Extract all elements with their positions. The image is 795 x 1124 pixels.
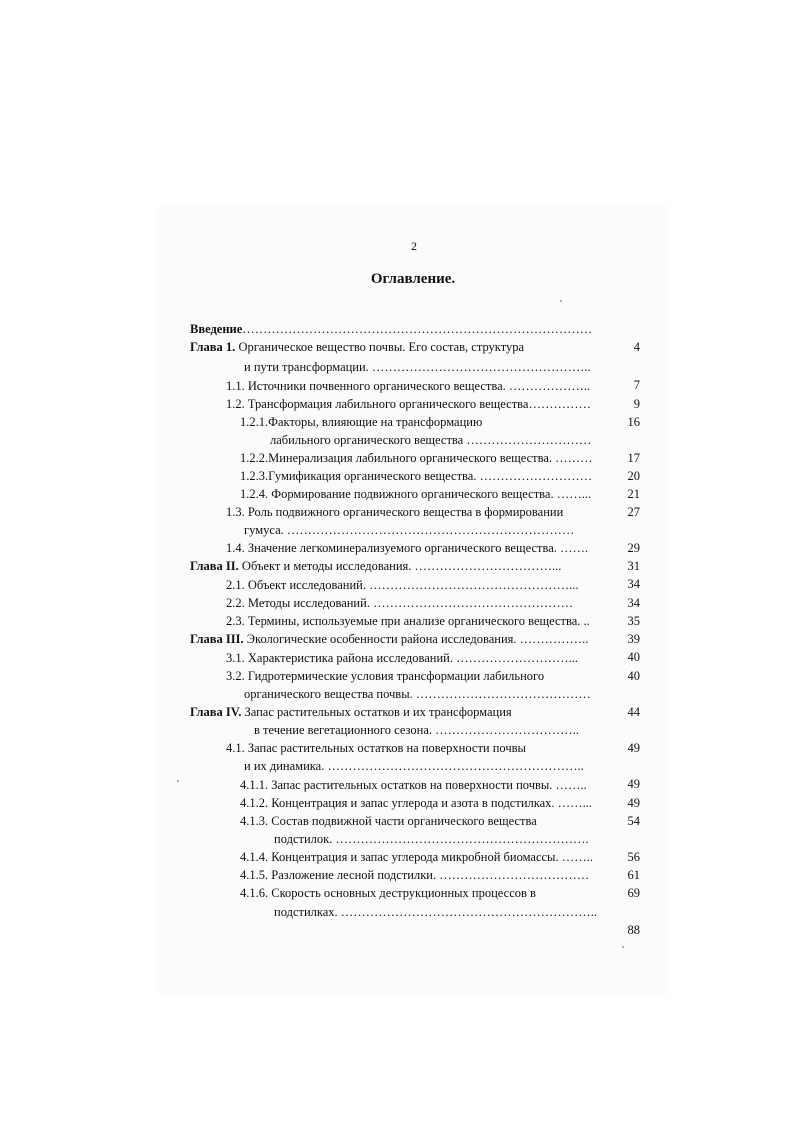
toc-entry-title — [270, 431, 611, 449]
page-number: 2 — [411, 239, 417, 253]
toc-entry — [190, 703, 640, 721]
toc-entry-text: 1.3. Роль подвижного органического вещества в формировании — [226, 505, 564, 519]
toc-entry-title — [240, 794, 611, 812]
toc-entry-title — [226, 503, 611, 521]
toc-entry-title — [240, 467, 611, 485]
toc-entry-text: лабильного органического вещества ………………………… — [270, 433, 592, 447]
toc-entry-title — [274, 830, 611, 848]
toc-entry-label: Глава II. — [190, 559, 239, 573]
toc-entry-text: подстилок. ……………………………………………………. — [274, 832, 589, 846]
toc-entry-title — [226, 576, 611, 594]
toc-entry-text: 4.1.6. Скорость основных деструкционных процессов в — [240, 886, 536, 900]
toc-entry-title — [190, 703, 610, 721]
toc-entry-title — [226, 649, 611, 667]
toc-entry-title — [190, 557, 610, 575]
toc-entry-page: 40 — [627, 669, 640, 683]
toc-entry-page: 49 — [627, 796, 640, 810]
toc-entry-text: 4.1.4. Концентрация и запас углерода микробной биомассы. …….. — [240, 850, 593, 864]
toc-entry-title — [240, 449, 611, 467]
toc-entry-text: ………………………………………………………………………… — [242, 322, 593, 336]
toc-entry — [240, 413, 640, 431]
toc-entry-text: гумуса. …………………………………………………………… — [244, 523, 575, 537]
toc-entry-text: 3.1. Характеристика района исследований. ………………………... — [226, 651, 578, 665]
toc-entry-title — [240, 812, 611, 830]
toc-entry-title — [244, 757, 611, 775]
toc-entry — [226, 739, 640, 757]
toc-entry-page: 40 — [627, 650, 640, 664]
toc-entry-page: 4 — [633, 340, 640, 354]
toc-entry-label: Глава 1. — [190, 340, 236, 354]
toc-entry-page: 49 — [627, 741, 640, 755]
toc-entry-label: Глава IV. — [190, 705, 242, 719]
toc-entry-page: 9 — [633, 397, 640, 411]
toc-entry-text: 1.4. Значение легкоминерализуемого органического вещества. ……. — [226, 541, 589, 555]
toc-entry-page: 7 — [633, 378, 640, 392]
toc-entry-text: подстилках. …………………………………………………….. — [274, 905, 598, 919]
toc-entry-title — [226, 667, 611, 685]
toc-entry-title — [190, 630, 610, 648]
toc-entry-page: 35 — [627, 614, 640, 628]
toc-entry-page: 29 — [627, 541, 640, 555]
toc-entry — [240, 884, 640, 902]
toc-entry — [274, 903, 640, 937]
toc-entry — [226, 667, 640, 685]
toc-entry-text: 4.1.5. Разложение лесной подстилки. ……………………………… — [240, 868, 590, 882]
toc-entry-text: Органическое вещество почвы. Его состав, структура — [235, 340, 525, 354]
toc-entry-page: 21 — [627, 487, 640, 501]
toc-entry-page: 39 — [627, 632, 640, 646]
toc-entry-title — [274, 903, 611, 921]
toc-entry-page: 56 — [627, 850, 640, 864]
toc-entry-text: в течение вегетационного сезона. …………………………….. — [254, 723, 579, 737]
toc-entry-text: и пути трансформации. …………………………………………….. — [244, 360, 591, 374]
toc-entry-title — [244, 685, 611, 703]
toc-entry-text: 1.2.2.Минерализация лабильного органического вещества. ……… — [240, 451, 593, 465]
toc-entry-title — [226, 739, 611, 757]
toc-entry-text: 2.2. Методы исследований. ………………………………………… — [226, 596, 574, 610]
toc-entry-title — [240, 884, 611, 902]
toc-entry-text: 2.1. Объект исследований. …………………………………………... — [226, 578, 579, 592]
scan-speck — [560, 300, 562, 302]
toc-entry-title — [240, 776, 611, 794]
toc-entry-text: 3.2. Гидротермические условия трансформации лабильного — [226, 669, 545, 683]
toc-entry-title — [244, 358, 611, 376]
toc-entry-page: 61 — [627, 868, 640, 882]
toc-entry-page: 17 — [627, 451, 640, 465]
toc-entry-title — [240, 848, 611, 866]
toc-entry-text: 1.2. Трансформация лабильного органического вещества…………… — [226, 397, 591, 411]
toc-entry-title — [190, 338, 610, 356]
toc-entry — [190, 338, 640, 356]
toc-entry-label: Глава III. — [190, 632, 244, 646]
toc-entry-title — [240, 413, 611, 431]
toc-entry-page: 69 — [627, 886, 640, 900]
toc-entry-text: 2.3. Термины, используемые при анализе органического вещества. .. — [226, 614, 590, 628]
toc-entry-page: 34 — [627, 577, 640, 591]
toc-entry-text: 4.1. Запас растительных остатков на поверхности почвы — [226, 741, 526, 755]
toc-entry-title — [190, 320, 610, 338]
toc-entry-page: 31 — [627, 559, 640, 573]
toc-entry-text: 4.1.3. Состав подвижной части органического вещества — [240, 814, 537, 828]
scan-speck — [622, 946, 624, 948]
toc-entry-title — [254, 721, 611, 739]
toc-entry-page: 16 — [627, 415, 640, 429]
toc-entry-title — [226, 377, 611, 395]
toc-entry-title — [226, 612, 611, 630]
toc-entry — [226, 503, 640, 521]
toc-entry-text: Запас растительных остатков и их трансформация — [241, 705, 512, 719]
toc-entry-text: 1.1. Источники почвенного органического вещества. ……………….. — [226, 379, 591, 393]
toc-title: Оглавление. — [370, 271, 456, 287]
toc-entry-text: 1.2.1.Факторы, влияющие на трансформацию — [240, 415, 483, 429]
toc-entry-title — [240, 485, 611, 503]
toc-entry-title — [226, 395, 611, 413]
toc-entry-page: 20 — [627, 469, 640, 483]
toc-entry — [240, 812, 640, 830]
toc-entry-text: Экологические особенности района исследования. …………….. — [243, 632, 589, 646]
toc-entry-text: 1.2.3.Гумификация органического вещества. ……………………… — [240, 469, 593, 483]
toc-entry-page: 34 — [627, 596, 640, 610]
toc-entry-text: органического вещества почвы. …………………………………… — [244, 687, 591, 701]
toc-entry-label: Введение — [190, 322, 243, 336]
toc-entry-text: 1.2.4. Формирование подвижного органического вещества. ……... — [240, 487, 592, 501]
toc-entry-text: Объект и методы исследования. ……………………………... — [238, 559, 562, 573]
toc-entry-title — [244, 521, 611, 539]
toc-entry-page: 44 — [627, 705, 640, 719]
toc-entry-text: и их динамика. …………………………………………………….. — [244, 759, 584, 773]
toc-entry-page: 49 — [627, 777, 640, 791]
toc-entry-title — [226, 594, 611, 612]
scan-speck — [177, 780, 179, 782]
toc-entry-page: 88 — [627, 923, 640, 937]
toc-entry-title — [226, 539, 611, 557]
toc-entry-title — [240, 866, 611, 884]
toc-entry-text: 4.1.1. Запас растительных остатков на поверхности почвы. …….. — [240, 778, 587, 792]
toc-entry-page: 54 — [627, 814, 640, 828]
toc-entry-text: 4.1.2. Концентрация и запас углерода и азота в подстилках. ……... — [240, 796, 593, 810]
toc-entry-page: 27 — [627, 505, 640, 519]
